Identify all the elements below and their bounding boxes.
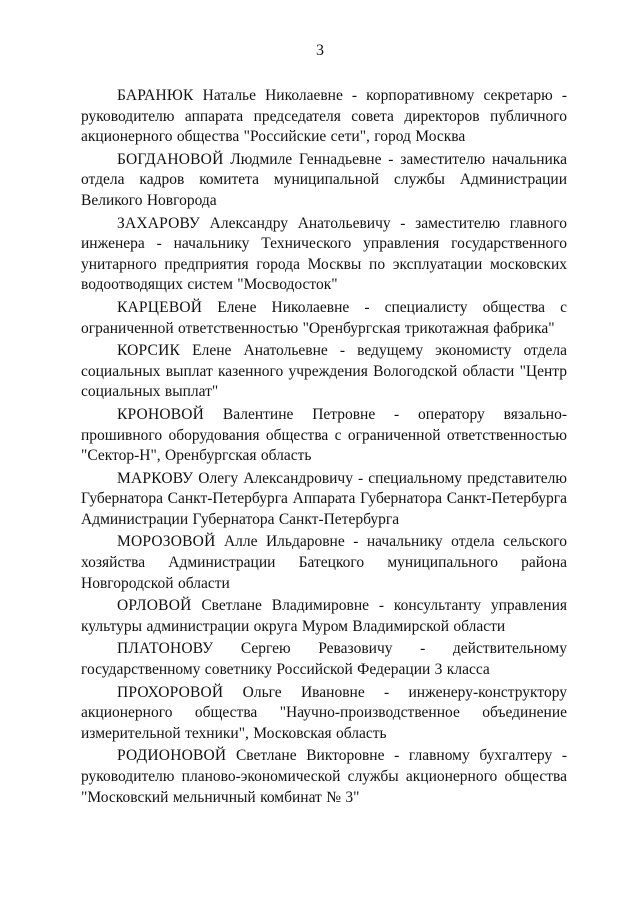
awardee-details: Елене Анатольевне - ведущему экономисту отдела социальных выплат казенного учреждения Вологодской области "Центр социальных выплат" [81,342,567,401]
list-item [81,341,567,403]
list-item [81,532,567,594]
awardee-surname: КОРСИК [117,342,181,360]
awardee-surname: КРОНОВОЙ [117,405,205,423]
awardee-surname: БАРАНЮК [117,87,194,104]
awardee-surname: КАРЦЕВОЙ [117,298,203,316]
awardee-details: Олегу Александровичу - специальному представителю Губернатора Санкт-Петербурга Аппарата Губернатора Санкт-Петербурга Администрации Губернатора Санкт-Петербурга [81,469,567,528]
awardee-surname: ПРОХОРОВОЙ [117,683,224,701]
awardee-surname: МОРОЗОВОЙ [117,533,216,551]
list-item [81,150,567,212]
awardee-details: Наталье Николаевне - корпоративному секретарю - руководителю аппарата председателя совета директоров публичного акционерного общества "Российские сети", город Москва [81,87,567,146]
awardee-surname: РОДИОНОВОЙ [117,747,227,765]
awardee-surname: ОРЛОВОЙ [117,597,192,615]
list-item [81,596,567,637]
awardee-surname: ПЛАТОНОВУ [117,640,214,658]
awardee-list [81,86,567,810]
awardee-details: Алле Ильдаровне - начальнику отдела сельского хозяйства Администрации Батецкого муниципального района Новгородской области [81,533,567,592]
awardee-details: Сергею Ревазовичу - действительному государственному советнику Российской Федерации 3 класса [81,640,567,679]
list-item [81,86,567,148]
awardee-details: Валентине Петровне - оператору вязально-прошивного оборудования общества с ограниченной ответственностью "Сектор-Н", Оренбургская область [81,405,567,465]
list-item [81,639,567,680]
awardee-surname: ЗАХАРОВУ [117,214,201,232]
list-item [81,405,567,467]
awardee-details: Ольге Ивановне - инженеру-конструктору акционерного общества "Научно-производственное объединение измерительной техники", Московская область [81,683,567,742]
awardee-details: Светлане Владимировне - консультанту управления культуры администрации округа Муром Владимирской области [81,597,567,635]
list-item [81,683,567,745]
page-number: 3 [316,42,324,59]
list-item [81,298,567,339]
awardee-details: Елене Николаевне - специалисту общества с ограниченной ответственностью "Оренбургская трикотажная фабрика" [81,298,567,337]
list-item [81,469,567,531]
awardee-surname: МАРКОВУ [117,469,194,487]
awardee-details: Людмиле Геннадьевне - заместителю начальника отдела кадров комитета муниципальной службы Администрации Великого Новгорода [81,150,567,209]
list-item [81,214,567,296]
awardee-details: Светлане Викторовне - главному бухгалтеру - руководителю планово-экономической службы акционерного общества "Московский мельничный комбинат № 3" [81,747,567,806]
awardee-details: Александру Анатольевичу - заместителю главного инженера - начальнику Технического управления государственного унитарного предприятия города Москвы по эксплуатации московских водоотводящих систем "Мосводосток" [81,214,567,294]
awardee-surname: БОГДАНОВОЙ [117,150,224,168]
list-item [81,746,567,808]
